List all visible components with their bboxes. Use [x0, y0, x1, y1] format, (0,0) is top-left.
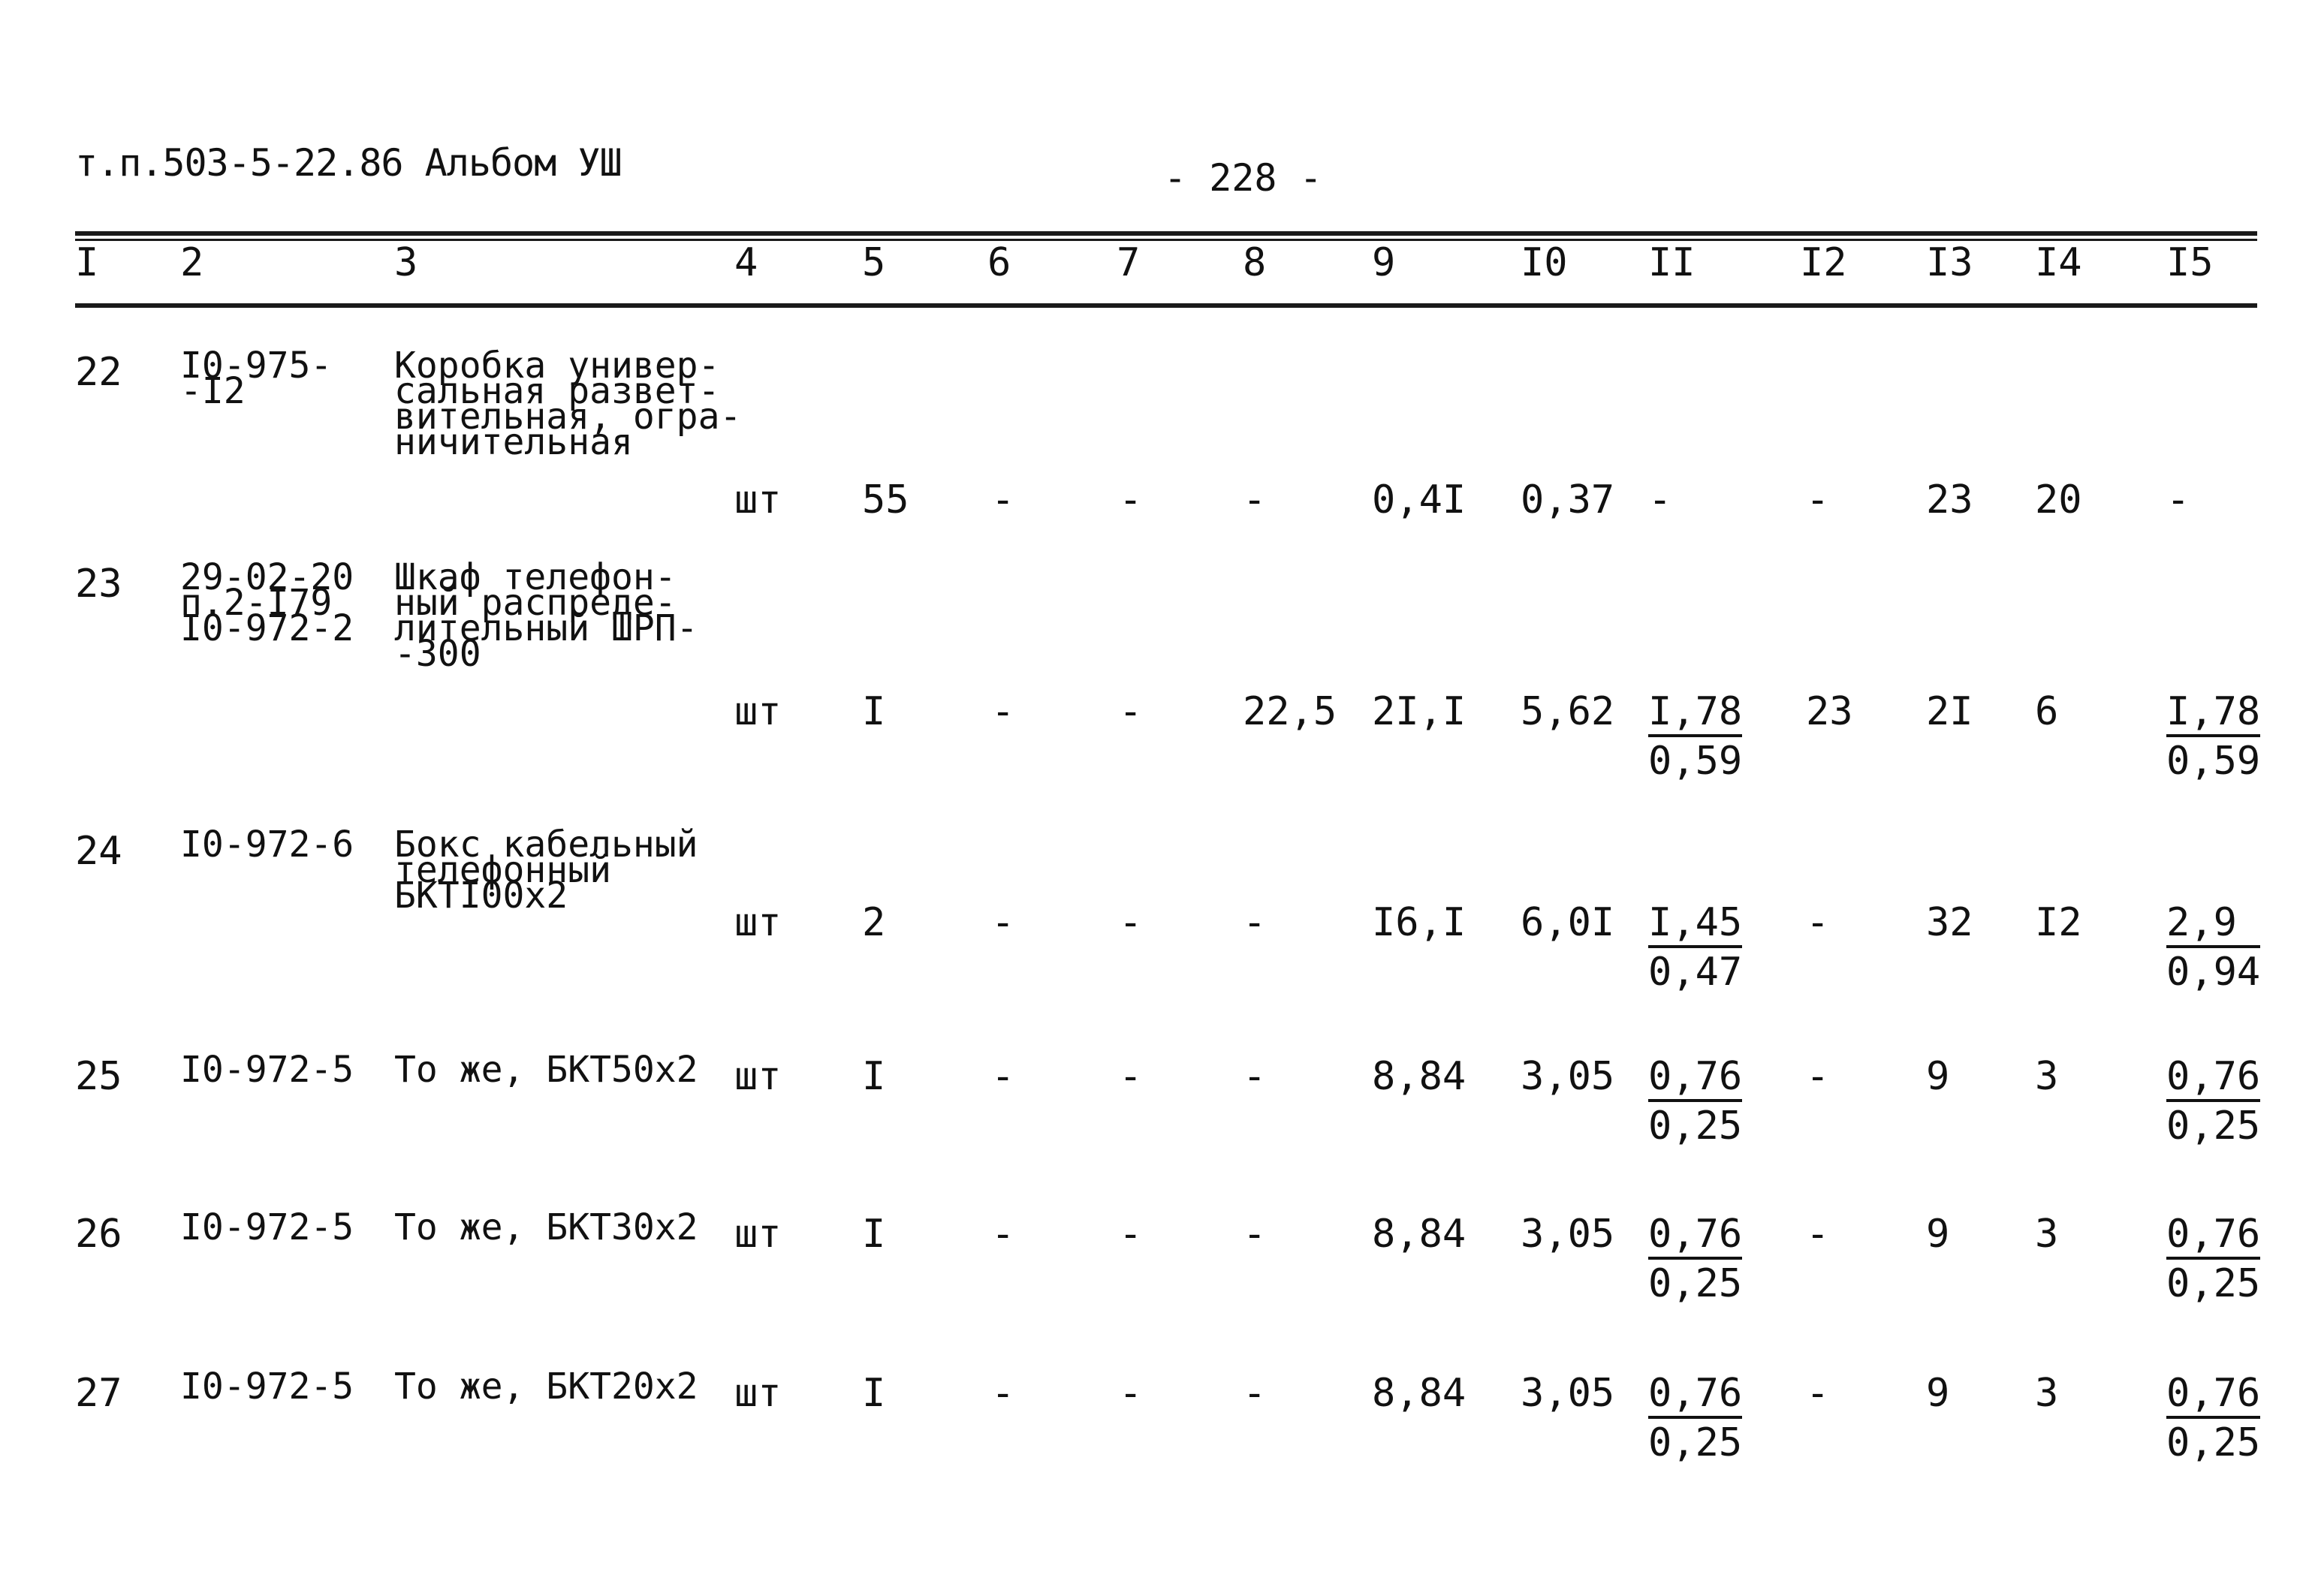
col-11-fraction: [1648, 1055, 1742, 1147]
col-6-value: -: [991, 1054, 1015, 1099]
col-12-value: -: [1806, 477, 1830, 522]
col-9-value: 8,84: [1372, 1371, 1466, 1416]
unit-of-measure: шт: [734, 900, 782, 945]
col-6-value: -: [991, 477, 1015, 522]
col-10-value: 3,05: [1521, 1054, 1615, 1099]
col-15-fraction: [2166, 1055, 2260, 1147]
col-11-fraction-numerator: 0,76: [1648, 1055, 1742, 1102]
col-11-fraction-denominator: 0,25: [1648, 1420, 1743, 1465]
col-6-value: -: [991, 689, 1015, 734]
item-name: То же, БКТ50х2: [394, 1049, 698, 1091]
item-name: То же, БКТ30х2: [394, 1206, 698, 1248]
column-header-1: I: [75, 240, 99, 285]
col-15-fraction-denominator: 0,25: [2166, 1104, 2261, 1149]
col-8-value: -: [1243, 477, 1267, 522]
column-header-5: 5: [862, 240, 886, 285]
column-header-11: II: [1648, 240, 1696, 285]
col-8-value: -: [1243, 900, 1267, 945]
col-9-value: 8,84: [1372, 1054, 1466, 1099]
col-12-value: -: [1806, 1054, 1830, 1099]
row-number: 23: [75, 562, 122, 607]
rate-code: I0-972-6: [180, 824, 354, 866]
column-header-3: 3: [394, 240, 418, 285]
col-7-value: -: [1119, 900, 1143, 945]
col-11-fraction: [1648, 1213, 1742, 1305]
header-bottom-rule: [75, 303, 2257, 308]
rate-code: I0-972-5: [180, 1206, 354, 1248]
column-header-8: 8: [1243, 240, 1267, 285]
item-name: То же, БКТ20х2: [394, 1366, 698, 1408]
col-6-value: -: [991, 900, 1015, 945]
item-name: Коробка универ- сальная развет- вительная, огра- ничительная: [394, 345, 742, 463]
col-9-value: 8,84: [1372, 1212, 1466, 1257]
col-15-fraction: [2166, 902, 2260, 993]
unit-of-measure: шт: [734, 1371, 782, 1416]
col-15-fraction-numerator: 0,76: [2166, 1055, 2260, 1102]
col-10-value: 3,05: [1521, 1371, 1615, 1416]
item-name: Шкаф телефон- ный распреде- лительный ШРП- -300: [394, 556, 698, 675]
row-number: 24: [75, 829, 122, 874]
col-11-fraction-numerator: 0,76: [1648, 1372, 1742, 1419]
col-15-fraction-denominator: 0,25: [2166, 1261, 2261, 1306]
row-number: 25: [75, 1054, 122, 1099]
col-11-fraction-denominator: 0,25: [1648, 1261, 1743, 1306]
col-10-value: 0,37: [1521, 477, 1615, 522]
col-11-fraction-numerator: I,45: [1648, 902, 1742, 948]
rate-code: I0-972-5: [180, 1366, 354, 1408]
col-13-value: 9: [1926, 1212, 1950, 1257]
col-11-fraction: [1648, 902, 1742, 993]
column-header-13: I3: [1926, 240, 1973, 285]
col-11-fraction: [1648, 479, 1671, 522]
col-10-value: 3,05: [1521, 1212, 1615, 1257]
col-15-fraction: [2166, 691, 2260, 782]
col-8-value: -: [1243, 1212, 1267, 1257]
col-15-fraction-denominator: 0,94: [2166, 950, 2261, 995]
col-13-value: 23: [1926, 477, 1973, 522]
col-15-fraction-denominator: 0,25: [2166, 1420, 2261, 1465]
col-11-fraction-numerator: -: [1648, 477, 1672, 522]
col-15-fraction-numerator: I,78: [2166, 691, 2260, 737]
col-9-value: 0,4I: [1372, 477, 1466, 522]
col-15-fraction: [2166, 1372, 2260, 1464]
col-15-fraction: [2166, 1213, 2260, 1305]
column-header-9: 9: [1372, 240, 1396, 285]
page-number: - 228 -: [1164, 156, 1322, 200]
row-number: 26: [75, 1212, 122, 1257]
col-10-value: 6,0I: [1521, 900, 1615, 945]
col-5-value: 2: [862, 900, 886, 945]
col-5-value: I: [862, 1371, 886, 1416]
col-8-value: 22,5: [1243, 689, 1337, 734]
col-12-value: 23: [1806, 689, 1853, 734]
rate-code: I0-975- -I2: [180, 345, 333, 412]
col-7-value: -: [1119, 1371, 1143, 1416]
unit-of-measure: шт: [734, 477, 782, 522]
col-7-value: -: [1119, 689, 1143, 734]
column-header-6: 6: [987, 240, 1011, 285]
col-15-fraction-numerator: 0,76: [2166, 1213, 2260, 1260]
col-14-value: I2: [2035, 900, 2082, 945]
item-name: Бокс кабельный телефонный БКТI00х2: [394, 824, 698, 917]
col-6-value: -: [991, 1371, 1015, 1416]
column-header-10: I0: [1521, 240, 1568, 285]
col-14-value: 3: [2035, 1212, 2059, 1257]
col-14-value: 3: [2035, 1054, 2059, 1099]
col-11-fraction-denominator: 0,59: [1648, 739, 1743, 784]
rate-code: I0-972-5: [180, 1049, 354, 1091]
col-11-fraction: [1648, 691, 1742, 782]
col-14-value: 6: [2035, 689, 2059, 734]
col-7-value: -: [1119, 1212, 1143, 1257]
document-reference: т.п.503-5-22.86 Альбом УШ: [75, 141, 622, 185]
col-8-value: -: [1243, 1371, 1267, 1416]
col-12-value: -: [1806, 900, 1830, 945]
row-number: 22: [75, 350, 122, 395]
col-12-value: -: [1806, 1371, 1830, 1416]
col-13-value: 9: [1926, 1371, 1950, 1416]
unit-of-measure: шт: [734, 1054, 782, 1099]
col-7-value: -: [1119, 477, 1143, 522]
col-11-fraction-numerator: I,78: [1648, 691, 1742, 737]
col-10-value: 5,62: [1521, 689, 1615, 734]
col-13-value: 2I: [1926, 689, 1973, 734]
col-5-value: 55: [862, 477, 909, 522]
col-5-value: I: [862, 689, 886, 734]
col-15-fraction-numerator: 0,76: [2166, 1372, 2260, 1419]
unit-of-measure: шт: [734, 1212, 782, 1257]
col-8-value: -: [1243, 1054, 1267, 1099]
column-header-7: 7: [1117, 240, 1141, 285]
col-15-fraction-denominator: 0,59: [2166, 739, 2261, 784]
col-6-value: -: [991, 1212, 1015, 1257]
col-9-value: 2I,I: [1372, 689, 1466, 734]
row-number: 27: [75, 1371, 122, 1416]
col-14-value: 20: [2035, 477, 2082, 522]
col-5-value: I: [862, 1212, 886, 1257]
col-11-fraction-denominator: 0,47: [1648, 950, 1743, 995]
col-11-fraction-numerator: 0,76: [1648, 1213, 1742, 1260]
rate-code: 29-02-20 п.2-I79 I0-972-2: [180, 556, 354, 649]
col-9-value: I6,I: [1372, 900, 1466, 945]
col-15-fraction: [2166, 479, 2190, 522]
table-top-rule: [75, 231, 2257, 236]
col-15-fraction-numerator: 2,9: [2166, 902, 2260, 948]
col-5-value: I: [862, 1054, 886, 1099]
column-header-2: 2: [180, 240, 204, 285]
unit-of-measure: шт: [734, 689, 782, 734]
col-7-value: -: [1119, 1054, 1143, 1099]
col-13-value: 32: [1926, 900, 1973, 945]
column-header-12: I2: [1800, 240, 1847, 285]
col-13-value: 9: [1926, 1054, 1950, 1099]
column-header-14: I4: [2035, 240, 2082, 285]
col-11-fraction: [1648, 1372, 1742, 1464]
col-15-fraction-numerator: -: [2166, 477, 2190, 522]
col-11-fraction-denominator: 0,25: [1648, 1104, 1743, 1149]
column-header-4: 4: [734, 240, 758, 285]
col-14-value: 3: [2035, 1371, 2059, 1416]
col-12-value: -: [1806, 1212, 1830, 1257]
column-header-15: I5: [2166, 240, 2214, 285]
